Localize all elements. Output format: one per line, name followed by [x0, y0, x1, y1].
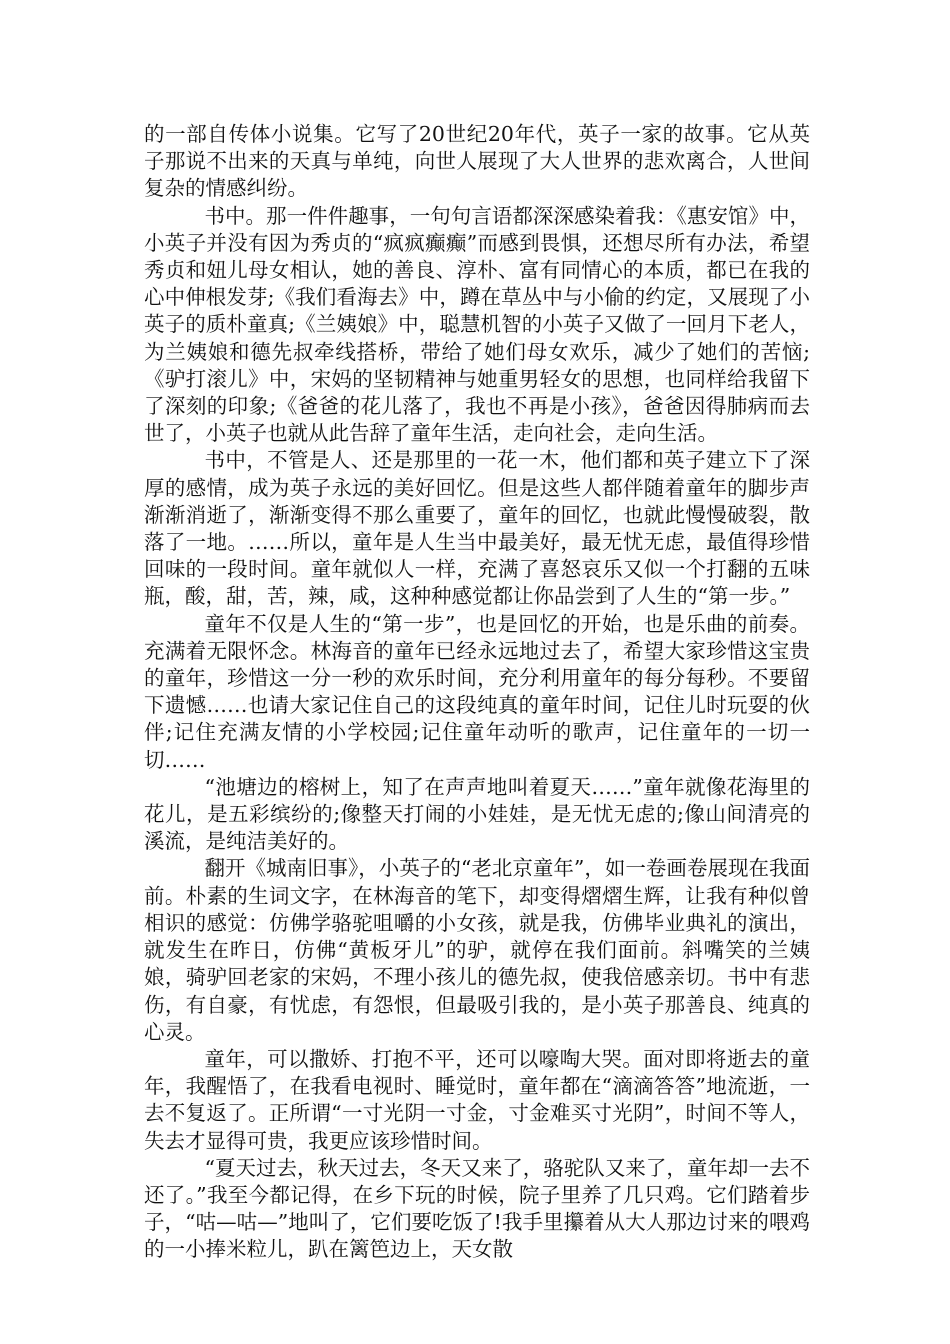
paragraph: 的一部自传体小说集。它写了20世纪20年代，英子一家的故事。它从英子那说不出来的天真与单纯，向世人展现了大人世界的悲欢离合，人世间复杂的情感纠纷。 — [144, 122, 810, 201]
paragraph: “池塘边的榕树上，知了在声声地叫着夏天……”童年就像花海里的花儿，是五彩缤纷的;像整天打闹的小娃娃，是无忧无虑的;像山间清亮的溪流，是纯洁美好的。 — [144, 774, 810, 854]
paragraph: 书中。那一件件趣事，一句句言语都深深感染着我：《惠安馆》中，小英子并没有因为秀贞的“疯疯癫癫”而感到畏惧，还想尽所有办法，希望秀贞和妞儿母女相认，她的善良、淳朴、富有同情心的本质，都已在我的心中伸根发芽;《我们看海去》中，蹲在草丛中与小偷的约定，又展现了小英子的质朴童真;《兰姨娘》中，聪慧机智的小英子又做了一回月下老人，为兰姨娘和德先叔牵线搭桥，带给了她们母女欢乐，减少了她们的苦恼;《驴打滚儿》中，宋妈的坚韧精神与她重男轻女的思想，也同样给我留下了深刻的印象;《爸爸的花儿落了，我也不再是小孩》，爸爸因得肺病而去世了，小英子也就从此告辞了童年生活，走向社会，走向生活。 — [144, 203, 810, 446]
paragraph: 翻开《城南旧事》，小英子的“老北京童年”，如一卷画卷展现在我面前。朴素的生词文字，在林海音的笔下，却变得熠熠生辉，让我有种似曾相识的感觉：仿佛学骆驼咀嚼的小女孩，就是我，仿佛毕业典礼的演出，就发生在昨日，仿佛“黄板牙儿”的驴，就停在我们面前。斜嘴笑的兰姨娘，骑驴回老家的宋妈，不理小孩儿的德先叔，使我倍感亲切。书中有悲伤，有自豪，有忧虑，有怨恨，但最吸引我的，是小英子那善良、纯真的心灵。 — [144, 856, 810, 1044]
paragraph: 童年不仅是人生的“第一步”，也是回忆的开始，也是乐曲的前奏。充满着无限怀念。林海音的童年已经永远地过去了，希望大家珍惜这宝贵的童年，珍惜这一分一秒的欢乐时间，充分利用童年的每分每秒。不要留下遗憾……也请大家记住自己的这段纯真的童年时间，记住儿时玩耍的伙伴;记住充满友情的小学校园;记住童年动听的歌声，记住童年的一切一切…… — [144, 611, 810, 772]
paragraph: “夏天过去，秋天过去，冬天又来了，骆驼队又来了，童年却一去不还了。”我至今都记得，在乡下玩的时候，院子里养了几只鸡。它们踏着步子，“咕—咕—”地叫了，它们要吃饭了!我手里攥着从大人那边讨来的喂鸡的一小捧米粒儿，趴在篱笆边上，天女散 — [144, 1155, 810, 1262]
paragraph: 书中，不管是人、还是那里的一花一木，他们都和英子建立下了深厚的感情，成为英子永远的美好回忆。但是这些人都伴随着童年的脚步声渐渐消逝了，渐渐变得不那么重要了，童年的回忆，也就此慢慢破裂，散落了一地。……所以，童年是人生当中最美好，最无忧无虑，最值得珍惜回味的一段时间。童年就似人一样，充满了喜怒哀乐又似一个打翻的五味瓶，酸，甜，苦，辣，咸，这种种感觉都让你品尝到了人生的“第一步。” — [144, 448, 810, 609]
document-body — [144, 121, 810, 1264]
paragraph: 童年，可以撒娇、打抱不平，还可以嚎啕大哭。面对即将逝去的童年，我醒悟了，在我看电视时、睡觉时，童年都在“滴滴答答”地流逝，一去不复返了。正所谓“一寸光阴一寸金，寸金难买寸光阴”，时间不等人，失去才显得可贵，我更应该珍惜时间。 — [144, 1046, 810, 1153]
